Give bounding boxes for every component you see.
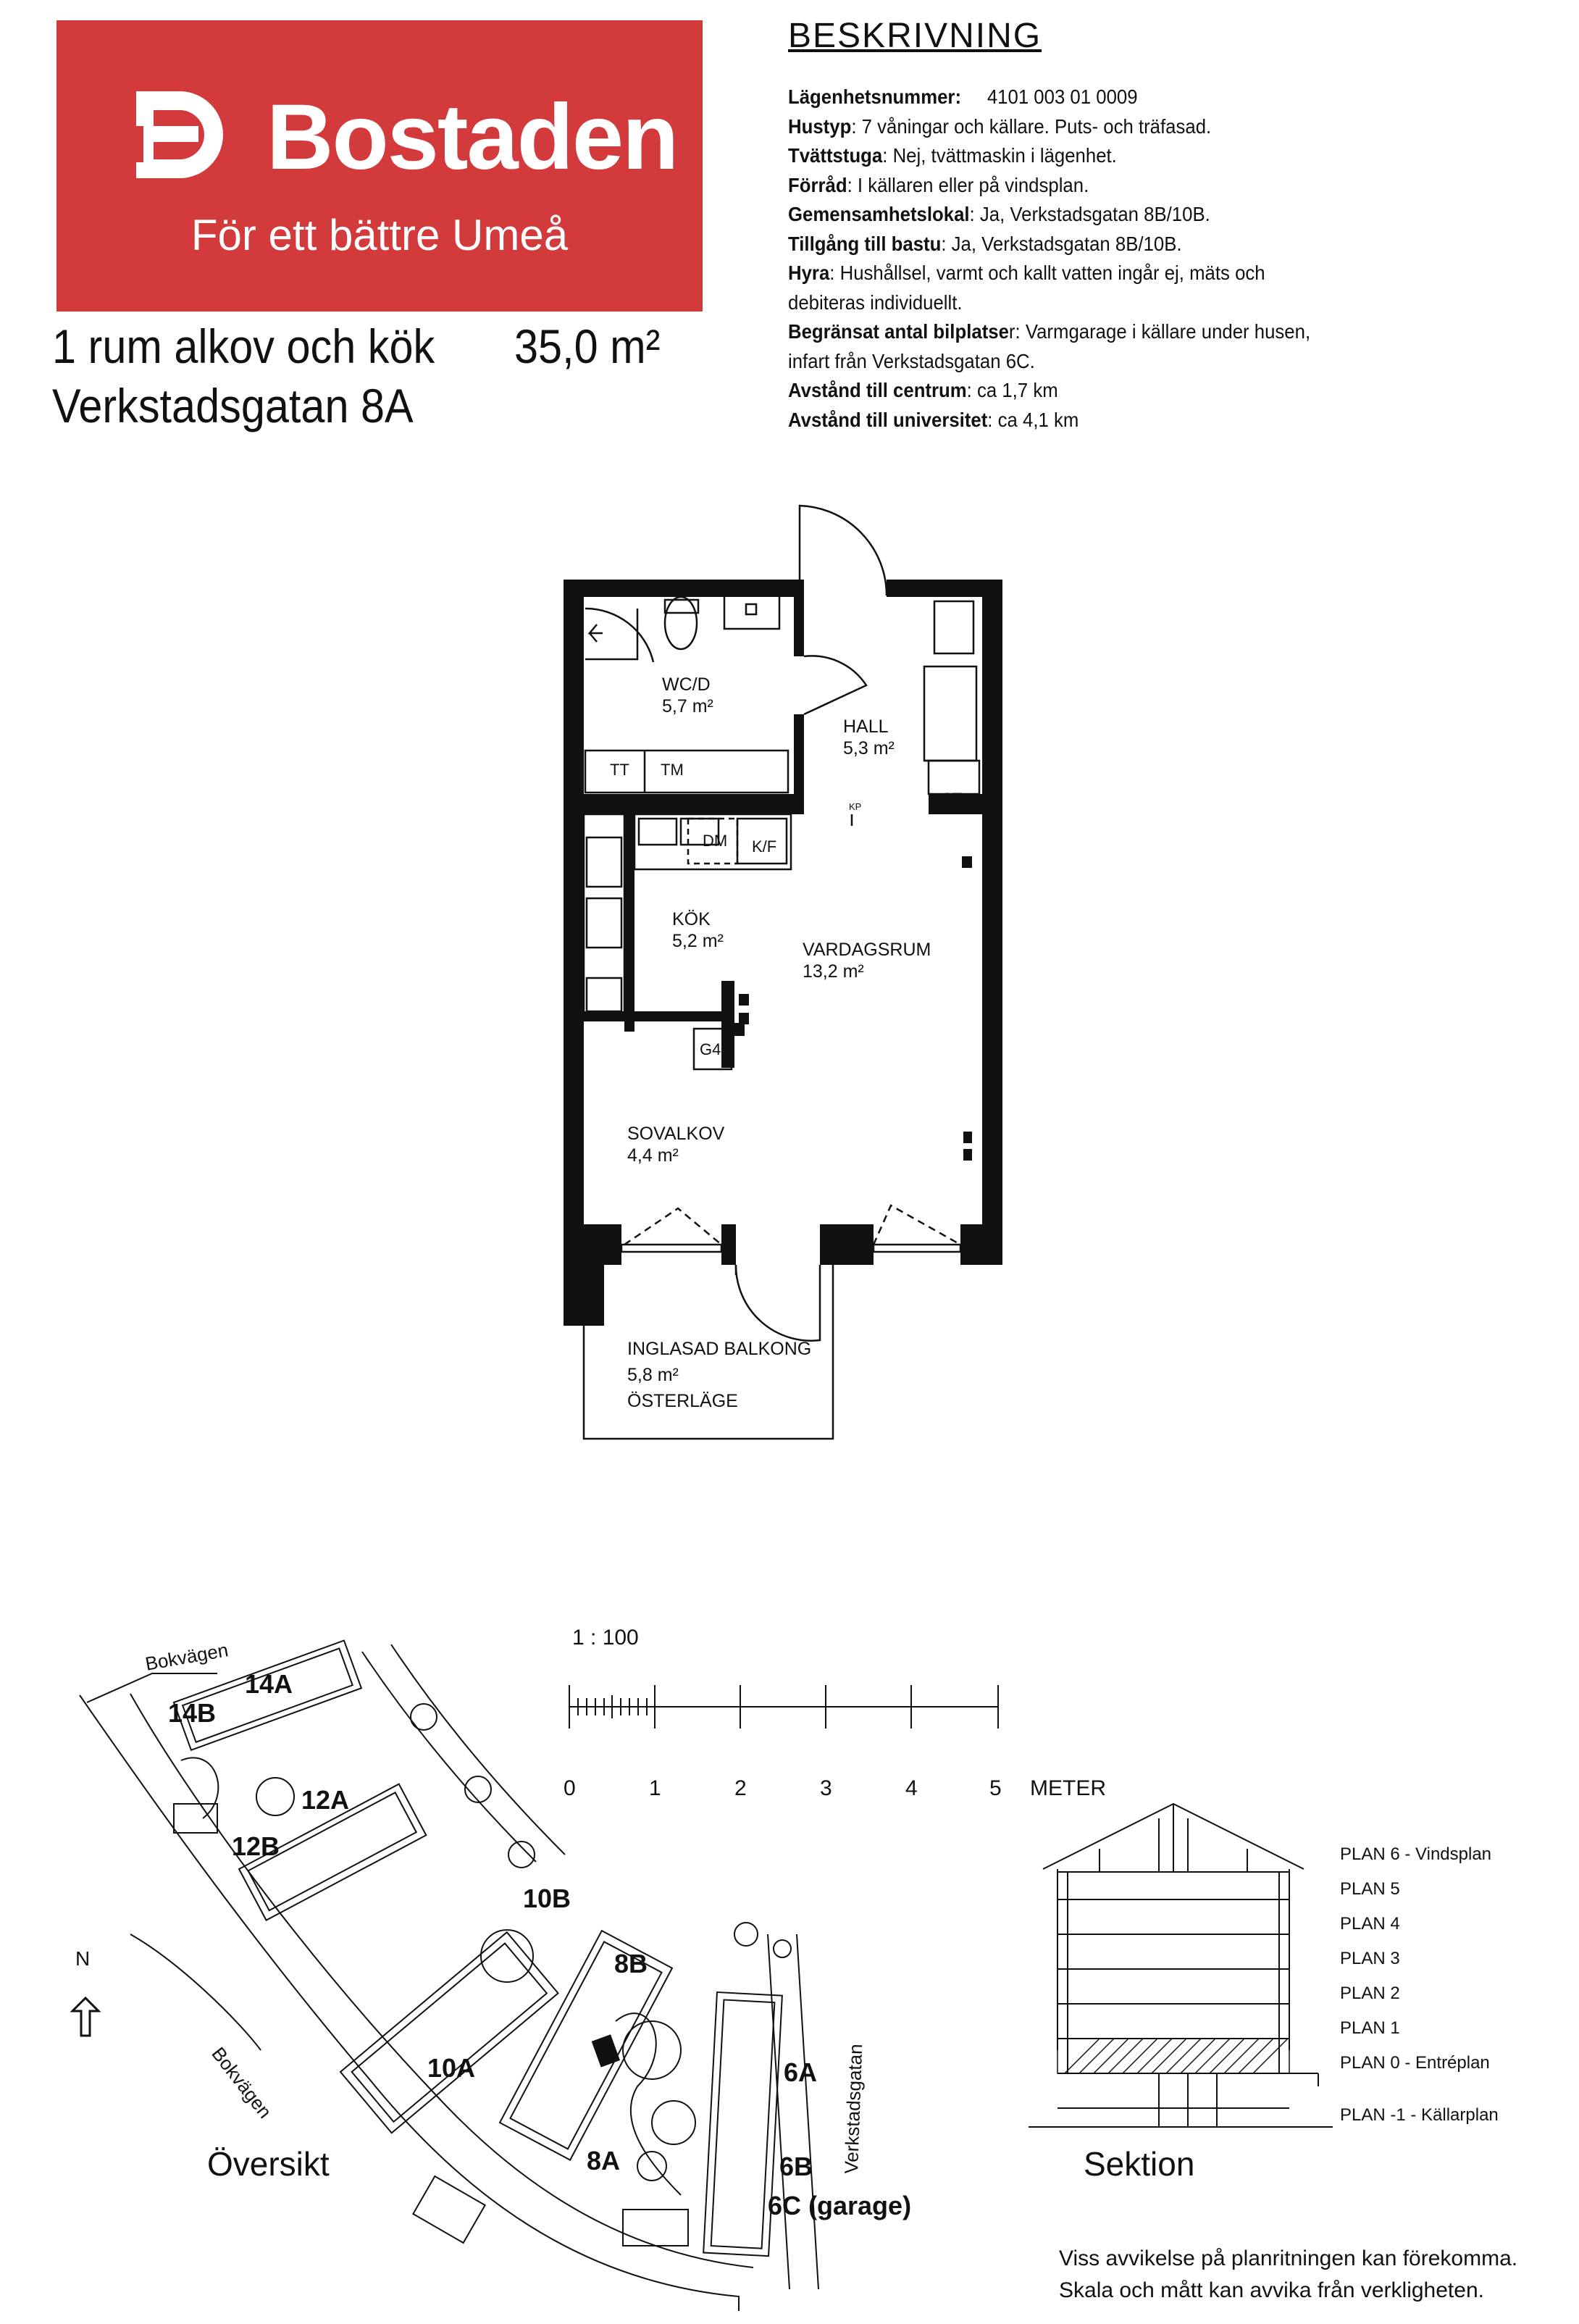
- desc-row: Begränsat antal bilplatser: Varmgarage i källare under husen,: [788, 320, 1311, 343]
- disclaimer: Viss avvikelse på planritningen kan förekomma. Skala och mått kan avvika från verkligheten.: [1059, 2246, 1518, 2302]
- room-balkong: INGLASAD BALKONG 5,8 m² ÖSTERLÄGE: [627, 1339, 812, 1411]
- south-wall-mid: [721, 1224, 736, 1265]
- scale-tick-0: 0: [564, 1776, 576, 1800]
- desc-row: Hyra: Hushållsel, varmt och kallt vatten ingår ej, mäts och: [788, 262, 1265, 284]
- desc-row: Hustyp: 7 våningar och källare. Puts- och träfasad.: [788, 114, 1212, 138]
- room-kok: KÖK 5,2 m²: [672, 909, 724, 951]
- street-bokvagen-side: Bokvägen: [207, 2043, 277, 2123]
- building-10a: 10A: [427, 2053, 476, 2083]
- kitchen-west-wall: [624, 814, 634, 1032]
- fixture-kf: K/F: [752, 837, 777, 856]
- logo-name: Bostaden: [267, 85, 678, 189]
- building-14b: 14B: [168, 1698, 217, 1728]
- building-8a: 8A: [587, 2146, 621, 2175]
- south-wall-left: [584, 1224, 621, 1265]
- plan-2: PLAN 2: [1340, 1984, 1400, 2003]
- wc-door-swing: [804, 656, 866, 714]
- building-8b: 8B: [614, 1949, 648, 1978]
- desc-row: Lägenhetsnummer: 4101 003 01 0009: [788, 85, 1138, 108]
- desc-row: Gemensamhetslokal: Ja, Verkstadsgatan 8B/10B.: [788, 203, 1210, 225]
- west-wall: [564, 580, 584, 1326]
- overview-title: Översikt: [207, 2145, 330, 2183]
- desc-row: Avstånd till centrum: ca 1,7 km: [788, 379, 1058, 401]
- desc-row: debiteras individuellt.: [788, 290, 963, 314]
- plan-6: PLAN 6 - Vindsplan: [1340, 1844, 1492, 1864]
- building-12b: 12B: [232, 1831, 280, 1861]
- building-12a: 12A: [301, 1785, 350, 1815]
- fixture-tt: TT: [610, 761, 629, 779]
- desc-row: Tillgång till bastu: Ja, Verkstadsgatan 8B/10B.: [788, 232, 1182, 255]
- wc-south-wall: [577, 794, 804, 814]
- fixture-tm: TM: [661, 761, 684, 779]
- scale-unit: METER: [1030, 1776, 1106, 1800]
- south-wall-right: [960, 1224, 1002, 1265]
- scale-tick-4: 4: [905, 1776, 918, 1800]
- apartment-area: 35,0 m²: [514, 319, 661, 373]
- building-6c: 6C (garage): [768, 2191, 912, 2220]
- description-heading: BESKRIVNING: [788, 17, 1042, 55]
- apartment-type: 1 rum alkov och kök: [52, 319, 435, 373]
- room-vardagsrum: VARDAGSRUM 13,2 m²: [803, 940, 931, 982]
- fixture-kp: KP: [849, 801, 862, 812]
- street-verkstadsgatan: Verkstadsgatan: [840, 2043, 867, 2175]
- room-hall: HALL 5,3 m²: [843, 716, 895, 758]
- room-sovalkov: SOVALKOV 4,4 m²: [627, 1124, 725, 1166]
- fixture-st: ST: [942, 790, 963, 808]
- logo-tagline: För ett bättre Umeå: [190, 211, 569, 259]
- plan-minus-1: PLAN -1 - Källarplan: [1340, 2105, 1499, 2125]
- plan-3: PLAN 3: [1340, 1949, 1400, 1968]
- section-title: Sektion: [1084, 2145, 1195, 2183]
- building-10b: 10B: [523, 1884, 571, 1913]
- room-wc: WC/D 5,7 m²: [662, 674, 713, 716]
- building-14a: 14A: [245, 1669, 293, 1699]
- street-bokvagen-top: Bokvägen: [143, 1639, 230, 1675]
- desc-row: infart från Verkstadsgatan 6C.: [788, 349, 1035, 372]
- desc-row: Förråd: I källaren eller på vindsplan.: [788, 173, 1089, 196]
- desc-row: Tvättstuga: Nej, tvättmaskin i lägenhet.: [788, 144, 1117, 167]
- fixture-dm: DM: [703, 832, 728, 850]
- site-building-10: [340, 1932, 558, 2133]
- scale-tick-2: 2: [734, 1776, 747, 1800]
- north-arrow-icon: [72, 1998, 99, 2036]
- scale-tick-5: 5: [989, 1776, 1002, 1800]
- scale-tick-1: 1: [649, 1776, 661, 1800]
- plan-5: PLAN 5: [1340, 1879, 1400, 1899]
- apartment-address: Verkstadsgatan 8A: [52, 379, 414, 432]
- building-6a: 6A: [784, 2057, 818, 2087]
- section-drawing: [1029, 1797, 1333, 2130]
- scale-tick-3: 3: [820, 1776, 832, 1800]
- east-wall: [982, 580, 1002, 1265]
- site-current-building-marker: [592, 2034, 620, 2067]
- scale-ratio: 1 : 100: [572, 1626, 639, 1650]
- plan-0: PLAN 0 - Entréplan: [1340, 2053, 1490, 2073]
- plan-1: PLAN 1: [1340, 2018, 1400, 2038]
- plan-4: PLAN 4: [1340, 1914, 1400, 1934]
- fixture-g4: G4: [700, 1040, 721, 1058]
- desc-row: Avstånd till universitet: ca 4,1 km: [788, 408, 1079, 431]
- entrance-door-swing: [800, 506, 887, 597]
- south-wall-mid2: [820, 1224, 874, 1265]
- building-6b: 6B: [779, 2152, 813, 2181]
- north-label: N: [75, 1947, 91, 1970]
